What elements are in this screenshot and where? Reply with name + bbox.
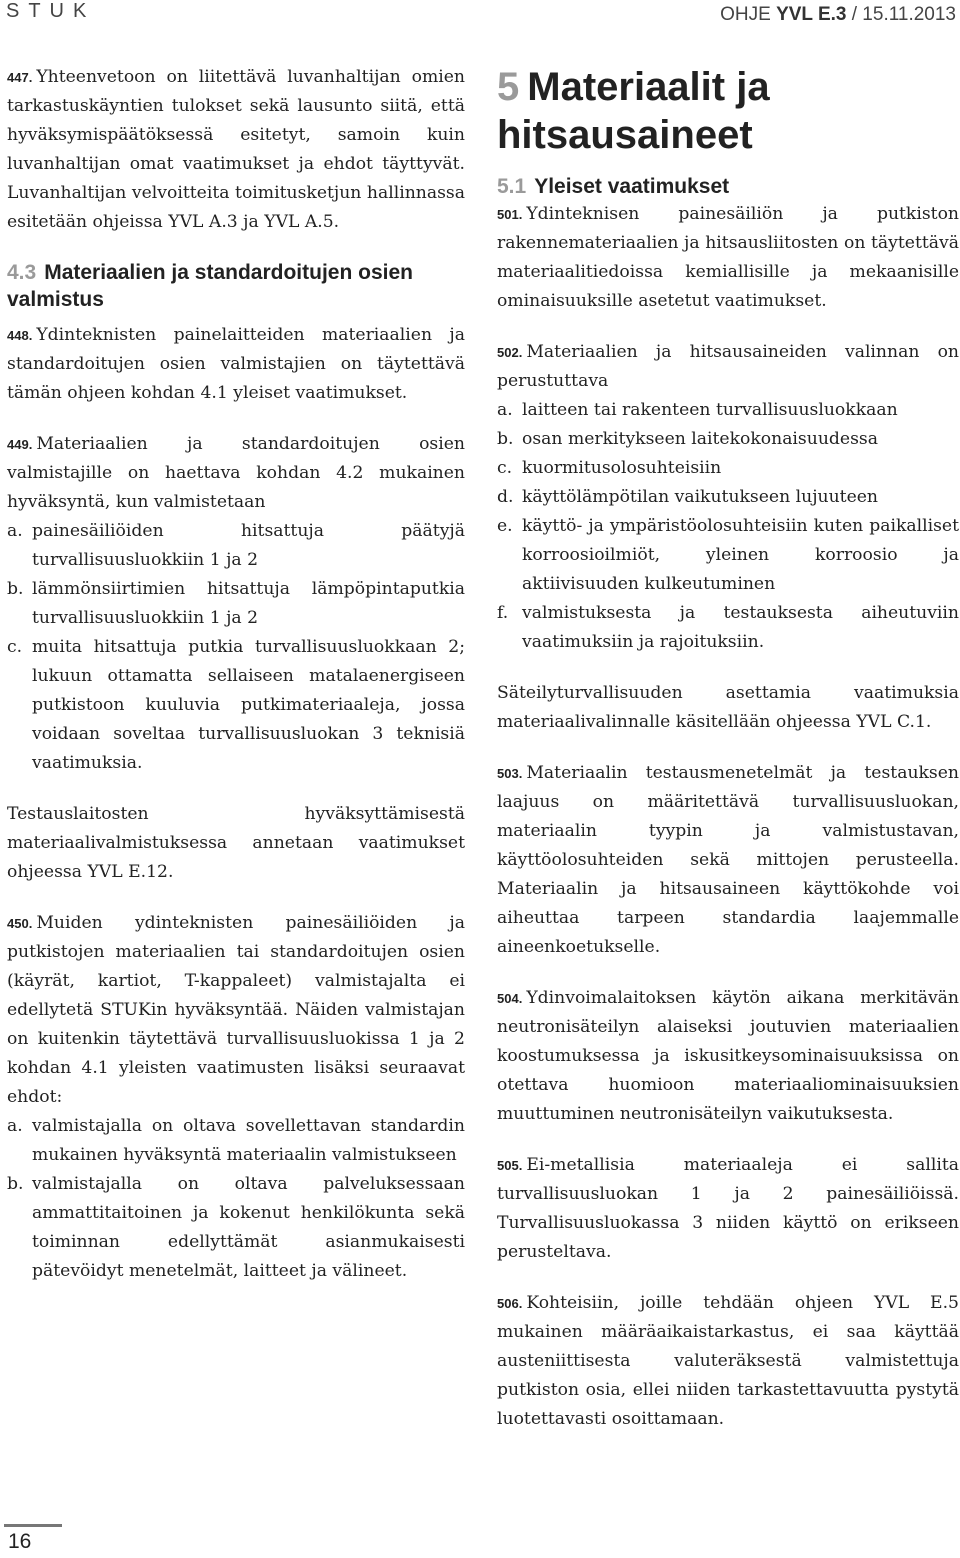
paragraph-449 (7, 430, 465, 517)
footer-rule (4, 1524, 62, 1527)
paragraph-text: Materiaalien ja standardoitujen osien valmistajille on haettava kohdan 4.2 mukainen hyväksyntä, kun valmistetaan (7, 434, 465, 512)
paragraph-text: Kohteisiin, joille tehdään ohjeen YVL E.5 mukainen määräaikaistarkastus, ei saa käyttää austeniittisesta valuteräksestä valmistettuja putkiston osia, ellei niiden tarkastettavuutta pystytä luotettavasti osoittamaan. (497, 1293, 959, 1429)
paragraph-448 (7, 321, 465, 408)
paragraph-504 (497, 984, 959, 1129)
paragraph-number: 502. (497, 345, 523, 360)
paragraph-sateily: Säteilyturvallisuuden asettamia vaatimuksia materiaalivalinnalle käsitellään ohjeessa YVL C.1. (497, 683, 959, 732)
paragraph-number: 450. (7, 916, 33, 931)
right-column (497, 63, 959, 1434)
header-org: STUK (6, 0, 96, 22)
paragraph-text: Ydinvoimalaitoksen käytön aikana merkitävän neutronisäteilyn alaiseksi joutuvien materiaalien koostumuksessa ja iskusitkeysominaisuuksissa on otettava huomioon materiaaliominaisuuksien muuttuminen neutronisäteilyn vaikutuksesta. (497, 988, 959, 1124)
list-item: b. osan merkitykseen laitekokonaisuudessa (497, 429, 878, 449)
paragraph-number: 448. (7, 328, 33, 343)
header-guide (720, 4, 956, 26)
left-column (7, 63, 465, 1286)
list-item: f. valmistuksesta ja testauksesta aiheutuviin vaatimuksiin ja rajoituksiin. (497, 603, 959, 652)
page-number: 16 (8, 1530, 32, 1553)
chapter-number: 5 (497, 65, 520, 109)
list-item: b. valmistajalla on oltava palveluksessaan ammattitaitoinen ja kokenut henkilökunta sekä toiminnan edellyttämät asianmukaisesti pätevöidyt menetelmät, laitteet ja välineet. (7, 1174, 465, 1281)
paragraph-number: 449. (7, 437, 33, 452)
list-item: c. kuormitusolosuhteisiin (497, 458, 722, 478)
guide-prefix: OHJE (720, 4, 777, 25)
paragraph-number: 505. (497, 1158, 523, 1173)
guide-date: / 15.11.2013 (846, 4, 956, 25)
section-title: Materiaalien ja standardoitujen osien valmistus (7, 261, 413, 311)
paragraph-text: Ydinteknisten painelaitteiden materiaalien ja standardoitujen osien valmistajien on täytettävä tämän ohjeen kohdan 4.1 yleiset vaatimukset. (7, 325, 465, 403)
paragraph-text: Muiden ydinteknisten painesäiliöiden ja putkistojen materiaalien tai standardoitujen osien (käyrät, kartiot, T-kappaleet) valmistajalta ei edellytetä STUKin hyväksyntää. Näiden valmistajan on kuitenkin täytettävä turvallisuusluokissa 1 ja 2 kohdan 4.1 yleisten vaatimusten lisäksi seuraavat ehdot: (7, 913, 465, 1107)
section-number: 4.3 (7, 261, 37, 284)
chapter-heading-5 (497, 63, 959, 159)
paragraph-text: Ei-metallisia materiaaleja ei sallita turvallisuusluokan 1 ja 2 painesäiliöissä. Turvallisuusluokassa 3 niiden käyttö on erikseen perusteltava. (497, 1155, 959, 1262)
paragraph-text: Materiaalien ja hitsausaineiden valinnan on perustuttava (497, 342, 959, 391)
paragraph-502 (497, 338, 959, 396)
paragraph-506 (497, 1289, 959, 1434)
list-item: a. valmistajalla on oltava sovellettavan standardin mukainen hyväksyntä materiaalin valmistukseen (7, 1116, 465, 1165)
list-item: e. käyttö- ja ympäristöolosuhteisiin kuten paikalliset korroosioilmiöt, yleinen korroosio ja aktiivisuuden kulkeutuminen (497, 516, 959, 594)
list-item: a. painesäiliöiden hitsattuja päätyjä turvallisuusluokkiin 1 ja 2 (7, 521, 465, 570)
chapter-title: Materiaalit ja hitsausaineet (497, 65, 770, 157)
list-450 (7, 1112, 465, 1286)
paragraph-number: 501. (497, 207, 523, 222)
paragraph-505 (497, 1151, 959, 1267)
section-title: Yleiset vaatimukset (534, 175, 730, 198)
paragraph-501 (497, 200, 959, 316)
paragraph-number: 447. (7, 70, 33, 85)
section-number: 5.1 (497, 175, 527, 198)
paragraph-text: Materiaalin testausmenetelmät ja testauksen laajuus on määritettävä turvallisuusluokan, materiaalin tyypin ja valmistustavan, käyttöolosuhteiden sekä mittojen perusteella. Materiaalin ja hitsausaineen käyttökohde voi aiheuttaa tarpeen standardia laajemmalle aineenkoetukselle. (497, 763, 959, 957)
section-heading-4-3 (7, 259, 465, 313)
paragraph-text: Ydinteknisen painesäiliön ja putkiston rakennemateriaalien ja hitsausliitosten on täytettävä materiaalitiedoissa kemiallisille ja mekaanisille ominaisuuksille asetetut vaatimukset. (497, 204, 959, 311)
list-449 (7, 517, 465, 778)
paragraph-text: Yhteenvetoon on liitettävä luvanhaltijan omien tarkastuskäyntien tulokset sekä lausunto siitä, että hyväksymispäätöksessä esitetyt, samoin kuin luvanhaltijan omat vaatimukset ja ehdot täyttyvät. Luvanhaltijan velvoitteita toimitusketjun hallinnassa esitetään ohjeissa YVL A.3 ja YVL A.5. (7, 67, 465, 232)
list-item: b. lämmönsiirtimien hitsattuja lämpöpintaputkia turvallisuusluokkiin 1 ja 2 (7, 579, 465, 628)
paragraph-number: 504. (497, 991, 523, 1006)
section-heading-5-1 (497, 173, 959, 200)
paragraph-450 (7, 909, 465, 1112)
list-item: a. laitteen tai rakenteen turvallisuusluokkaan (497, 400, 898, 420)
paragraph-503 (497, 759, 959, 962)
paragraph-447 (7, 63, 465, 237)
list-item: c. muita hitsattuja putkia turvallisuusluokkaan 2; lukuun ottamatta sellaiseen matalaenergiseen putkistoon kuuluvia putkimateriaaleja, jossa voidaan soveltaa turvallisuusluokan 3 teknisiä vaatimuksia. (7, 637, 465, 773)
paragraph-number: 503. (497, 766, 523, 781)
guide-code: YVL E.3 (776, 4, 847, 25)
list-502 (497, 396, 959, 657)
paragraph-testaus: Testauslaitosten hyväksyttämisestä materiaalivalmistuksessa annetaan vaatimukset ohjeessa YVL E.12. (7, 804, 465, 882)
paragraph-number: 506. (497, 1296, 523, 1311)
list-item: d. käyttölämpötilan vaikutukseen lujuuteen (497, 487, 878, 507)
